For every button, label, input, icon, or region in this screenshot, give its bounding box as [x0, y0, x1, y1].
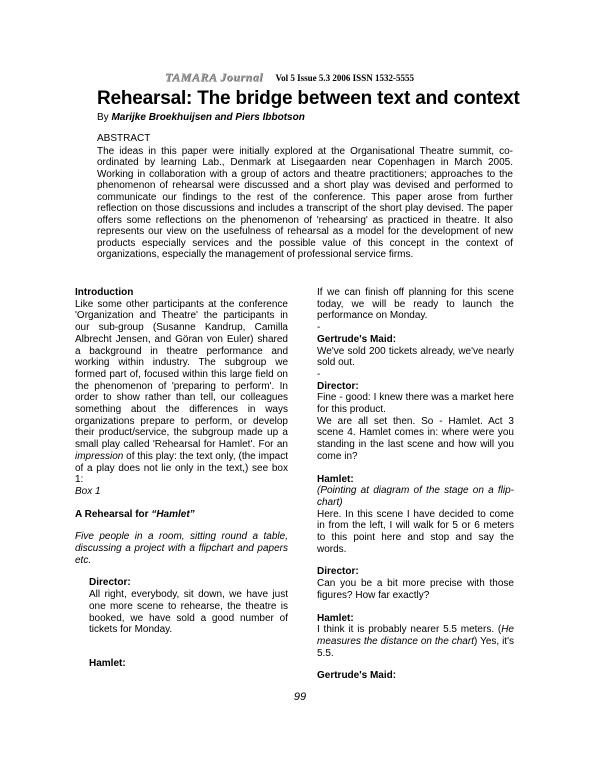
paper-title: Rehearsal: The bridge between text and context: [97, 88, 520, 109]
left-column: [75, 287, 288, 670]
journal-issue-info: Vol 5 Issue 5.3 2006 ISSN 1532-5555: [275, 73, 414, 83]
box-reference: Box 1: [75, 485, 101, 497]
hamlet-line-part-b: ) Yes, it's 5.5.: [317, 635, 514, 659]
director-line: We are all set then. So - Hamlet. Act 3 scene 4. Hamlet comes in: where were you standing in the last scene and how will you come in?: [317, 415, 514, 462]
director-line: Fine - good: I knew there was a market here for this product.: [317, 392, 514, 416]
speaker-hamlet: Hamlet:: [89, 657, 126, 669]
hamlet-line-part-a: I think it is probably nearer 5.5 meters. (: [317, 624, 502, 636]
gertrude-line: We've sold 200 tickets already, we've nearly sold out.: [317, 345, 514, 369]
author-names: Marijke Broekhuijsen and Piers Ibbotson: [111, 112, 305, 123]
intro-text-part-b: of this play: the text only, (the impact of a play does not lie only in the text,) see box 1:: [75, 450, 288, 486]
authors-line: [97, 112, 305, 123]
introduction-heading: Introduction: [75, 287, 134, 298]
speaker-director: Director:: [317, 566, 359, 578]
hamlet-stage-direction: (Pointing at diagram of the stage on a flip-chart): [317, 485, 514, 508]
separator-dash: -: [317, 322, 321, 334]
director-line: All right, everybody, sit down, we have just one more scene to rehearse, the theatre is booked, we have sold a good number of tickets for Monday.: [89, 589, 288, 636]
hamlet-line: Here. In this scene I have decided to come in from the left, I will walk for 5 or 6 meters to this point here and stop and say the words.: [317, 508, 514, 555]
speaker-hamlet: Hamlet:: [317, 473, 354, 485]
hamlet-stage-direction: He measures the distance on the chart: [317, 624, 514, 647]
director-continued-line: If we can finish off planning for this scene today, we will be ready to launch the performance on Monday.: [317, 287, 514, 322]
rehearsal-heading-text: A Rehearsal for: [75, 508, 152, 520]
journal-header: [165, 68, 414, 84]
introduction-text: [75, 299, 288, 486]
journal-logo: TAMARA Journal: [165, 70, 264, 84]
speaker-hamlet: Hamlet:: [317, 612, 354, 624]
speaker-director: Director:: [317, 380, 359, 392]
speaker-gertrudes-maid: Gertrude's Maid:: [317, 333, 397, 345]
rehearsal-heading-hamlet: “Hamlet”: [151, 508, 195, 520]
abstract-section: [97, 133, 513, 261]
stage-direction: Five people in a room, sitting round a table, discussing a project with a flipchart and papers etc.: [75, 531, 288, 566]
director-line: Can you be a bit more precise with those figures? How far exactly?: [317, 578, 514, 601]
intro-text-part-a: Like some other participants at the conference 'Organization and Theatre' the participants in our sub-group (Susanne Kandrup, Camilla Albrecht Jensen, and Göran von Euler) shared a background in theatre performance and working within industry. The subgroup we formed part of, focused within this large field on the phenomenon of 'preparing to perform'. In order to show rather than tell, our colleagues something about the differences in ways organizations prepare to perform, or develop their product/service, the subgroup made up a small play called 'Rehearsal for Hamlet'. For an: [75, 298, 288, 451]
separator-dash: -: [317, 368, 321, 380]
dialogue-block: [75, 577, 288, 669]
abstract-heading: ABSTRACT: [97, 133, 151, 144]
authors-by: By: [97, 112, 109, 123]
rehearsal-heading: [75, 509, 288, 521]
speaker-director: Director:: [89, 577, 131, 589]
hamlet-line: [317, 624, 514, 659]
intro-text-emphasis: impression: [75, 450, 124, 462]
speaker-gertrudes-maid: Gertrude's Maid:: [317, 670, 397, 682]
right-column: [317, 287, 514, 682]
page-number: 99: [293, 691, 307, 703]
abstract-text: The ideas in this paper were initially explored at the Organisational Theatre summit, co-ordinated by learning Lab., Denmark at Lisegaarden near Copenhagen in March 2005. Working in collaboration with a group of actors and theatre practitioners; approaches to the phenomenon of rehearsal were discussed and a short play was devised and performed to communicate our findings to the rest of the conference. This paper arose from further reflection on those discussions and includes a transcript of the short play devised. The paper offers some reflections on the phenomenon of 'rehearsing' as practiced in theatre. It also represents our view on the usefulness of rehearsal as a model for the development of new products especially services and the possible value of this concept in the context of organizations, especially the management of professional service firms.: [97, 145, 513, 260]
